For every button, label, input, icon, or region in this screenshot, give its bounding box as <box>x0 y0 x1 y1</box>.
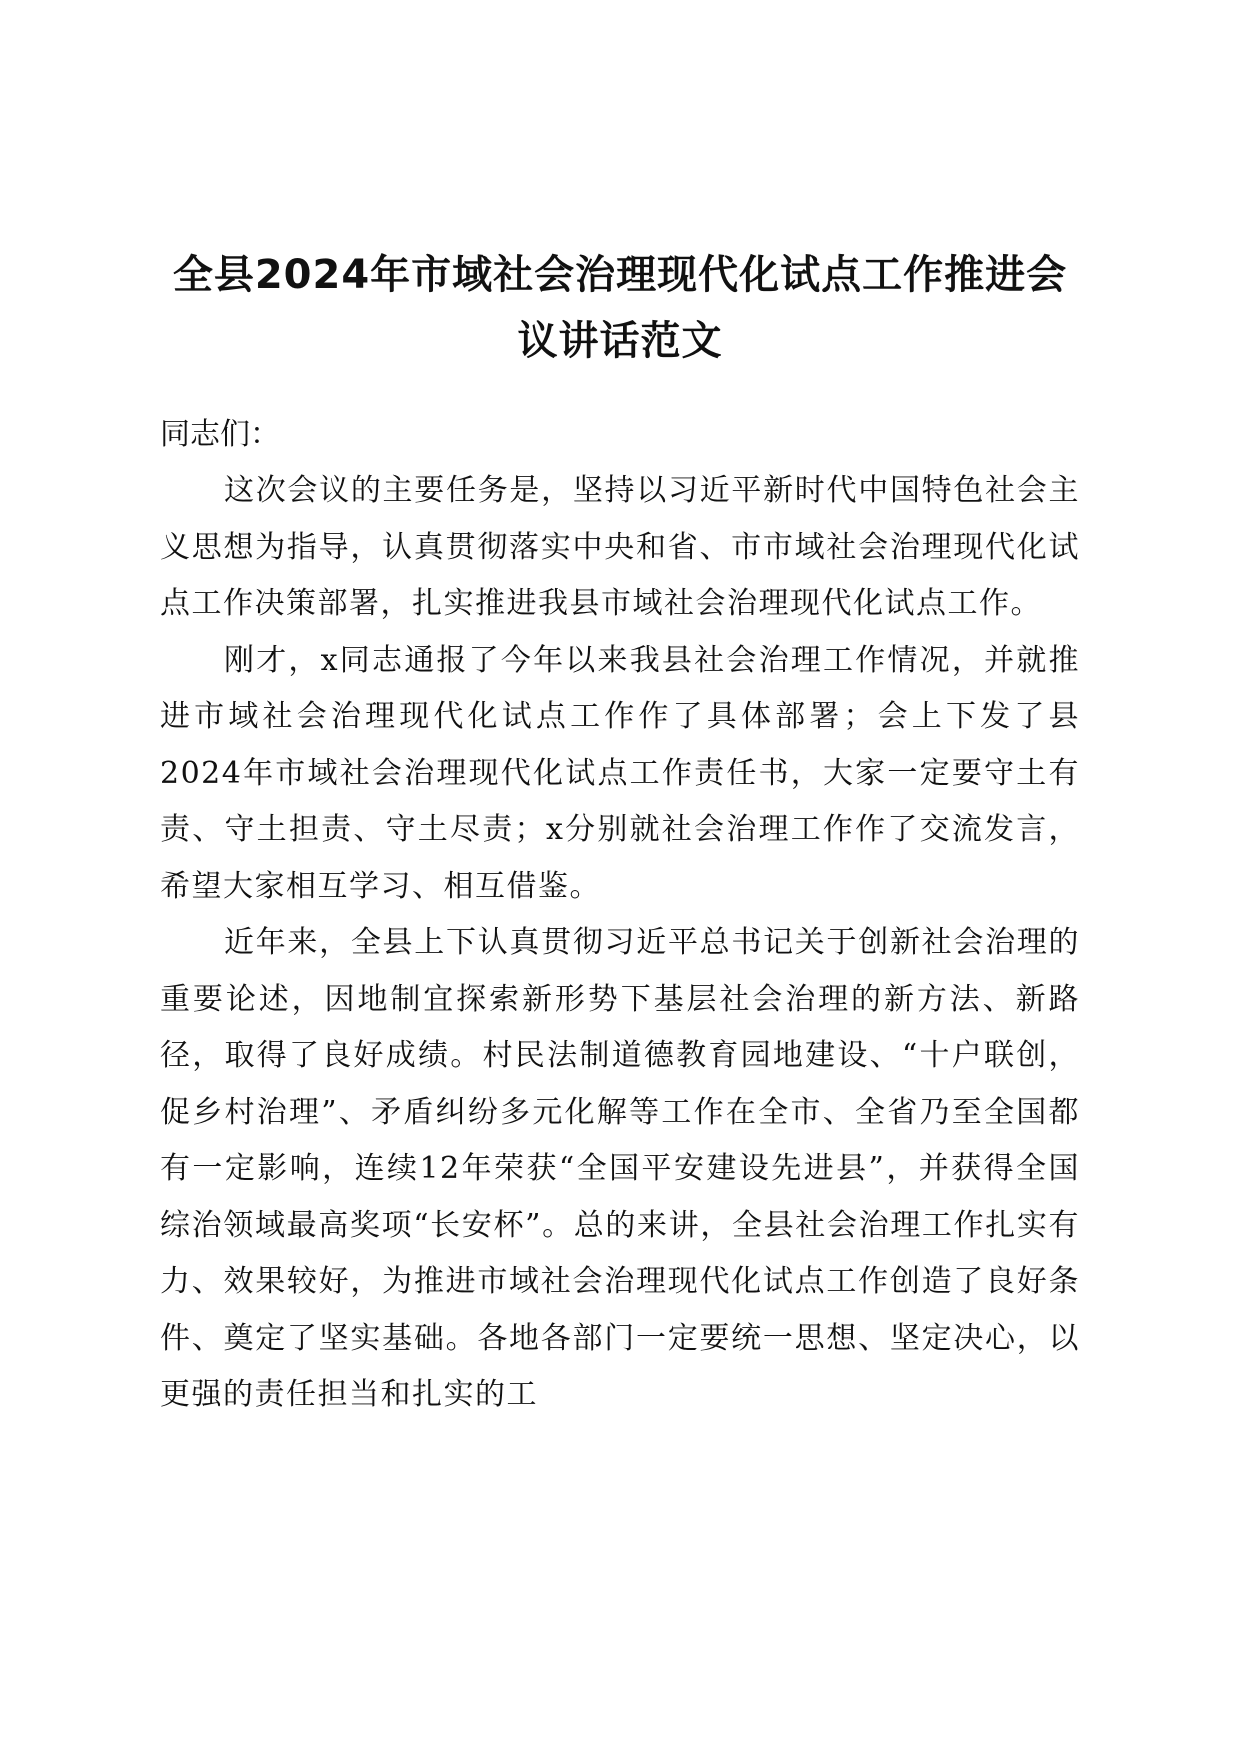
document-title: 全县2024年市域社会治理现代化试点工作推进会议讲话范文 <box>172 252 1068 364</box>
document-body <box>160 463 1080 1424</box>
paragraph: 近年来，全县上下认真贯彻习近平总书记关于创新社会治理的重要论述，因地制宜探索新形势下基层社会治理的新方法、新路径，取得了良好成绩。村民法制道德教育园地建设、“十户联创，促乡村治理”、矛盾纠纷多元化解等工作在全市、全省乃至全国都有一定影响，连续12年荣获“全国平安建设先进县”，并获得全国综治领域最高奖项“长安杯”。总的来讲，全县社会治理工作扎实有力、效果较好，为推进市域社会治理现代化试点工作创造了良好条件、奠定了坚实基础。各地各部门一定要统一思想、坚定决心，以更强的责任担当和扎实的工 <box>160 925 1080 1412</box>
paragraph: 这次会议的主要任务是，坚持以习近平新时代中国特色社会主义思想为指导，认真贯彻落实中央和省、市市域社会治理现代化试点工作决策部署，扎实推进我县市域社会治理现代化试点工作。 <box>160 473 1080 621</box>
paragraph: 刚才，x同志通报了今年以来我县社会治理工作情况，并就推进市域社会治理现代化试点工作作了具体部署；会上下发了县2024年市域社会治理现代化试点工作责任书，大家一定要守土有责、守土担责、守土尽责；x分别就社会治理工作作了交流发言，希望大家相互学习、相互借鉴。 <box>160 642 1080 904</box>
salutation: 同志们： <box>160 417 280 452</box>
